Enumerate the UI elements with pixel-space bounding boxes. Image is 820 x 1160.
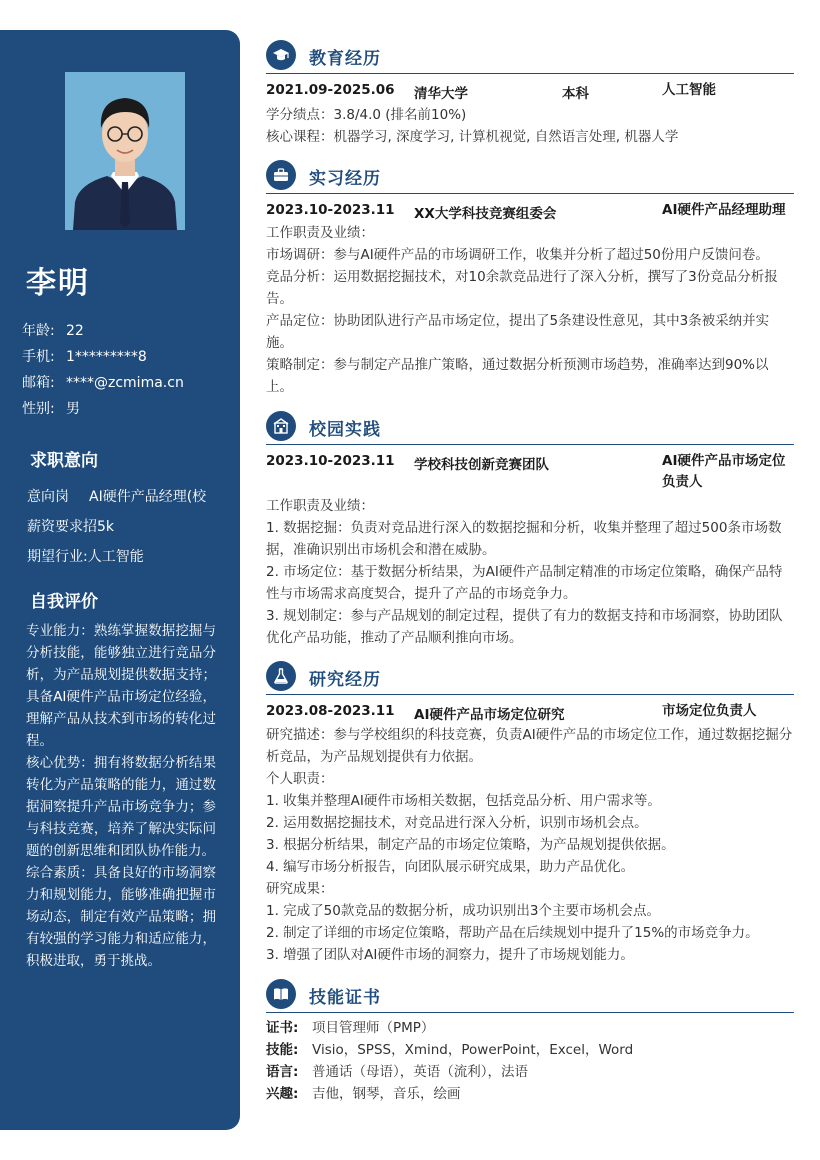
cert-label: 证书: — [266, 1020, 299, 1036]
gender-value: 男 — [66, 401, 80, 417]
self-eval-title: 自我评价 — [30, 592, 98, 612]
internship-role: AI硬件产品经理助理 — [662, 202, 786, 218]
research-line: 1. 收集并整理AI硬件市场相关数据，包括竞品分析、用户需求等。 — [266, 793, 661, 809]
education-period: 2021.09-2025.06 — [266, 82, 395, 98]
skill-row — [266, 1039, 794, 1061]
email-label: 邮箱: — [22, 375, 55, 391]
self-eval-text — [26, 620, 216, 972]
research-line: 1. 完成了50款竞品的数据分析，成功识别出3个主要市场机会点。 — [266, 903, 660, 919]
industry-row — [27, 542, 217, 572]
flask-icon — [266, 661, 296, 691]
internship-line: 市场调研：参与AI硬件产品的市场调研工作，收集并分析了超过50份用户反馈问卷。 — [266, 247, 769, 263]
internship-line: 工作职责及业绩： — [266, 225, 374, 241]
language-value: 普通话（母语），英语（流利），法语 — [312, 1064, 528, 1080]
research-role: 市场定位负责人 — [662, 703, 757, 719]
cert-value: 项目管理师（PMP） — [312, 1020, 435, 1036]
campus-line: 工作职责及业绩： — [266, 498, 374, 514]
position-row — [27, 482, 217, 512]
email-value: ****@zcmima.cn — [66, 375, 184, 391]
internship-org: XX大学科技竞赛组委会 — [414, 206, 557, 222]
research-line: 2. 制定了详细的市场定位策略，帮助产品在后续规划中提升了15%的市场竞争力。 — [266, 925, 759, 941]
research-header — [266, 661, 794, 695]
self-eval-paragraph: 核心优势：拥有将数据分析结果转化为产品策略的能力，通过数据洞察提升产品市场竞争力；参与科技竞赛，培养了解决实际问题的创新思维和团队协作能力。 — [26, 755, 216, 859]
research-line: 3. 增强了团队对AI硬件市场的洞察力，提升了市场规划能力。 — [266, 947, 634, 963]
cert-row — [266, 1017, 794, 1039]
salary-label: 薪资要求 — [27, 519, 83, 535]
skill-value: Visio，SPSS，Xmind，PowerPoint，Excel，Word — [312, 1042, 634, 1058]
internship-period: 2023.10-2023.11 — [266, 202, 395, 218]
campus-role: AI硬件产品市场定位负责人 — [662, 453, 786, 490]
salary-row — [27, 512, 217, 542]
phone-row — [22, 344, 184, 370]
profile-photo — [65, 72, 185, 230]
campus-header — [266, 411, 794, 445]
building-icon — [266, 411, 296, 441]
internship-details — [266, 222, 794, 398]
research-line: 个人职责： — [266, 771, 334, 787]
internship-title: 实习经历 — [309, 169, 381, 189]
candidate-name: 李明 — [26, 266, 90, 301]
email-row — [22, 370, 184, 396]
education-major: 人工智能 — [662, 82, 716, 98]
research-line: 3. 根据分析结果，制定产品的市场定位策略，为产品规划提供依据。 — [266, 837, 675, 853]
intent-title: 求职意向 — [30, 451, 98, 471]
education-details — [266, 104, 794, 148]
research-period: 2023.08-2023.11 — [266, 703, 395, 719]
research-line: 研究成果： — [266, 881, 334, 897]
internship-header — [266, 160, 794, 194]
education-header — [266, 40, 794, 74]
education-line: 学分绩点：3.8/4.0 (排名前10%) — [266, 107, 467, 123]
skills-header — [266, 979, 794, 1013]
skills-details — [266, 1017, 794, 1105]
research-line: 2. 运用数据挖掘技术，对竞品进行深入分析，识别市场机会点。 — [266, 815, 648, 831]
campus-org: 学校科技创新竞赛团队 — [414, 457, 549, 473]
research-line: 研究描述：参与学校组织的科技竞赛，负责AI硬件产品的市场定位工作，通过数据挖掘分析竞品，为产品规划提供有力依据。 — [266, 727, 793, 765]
education-title: 教育经历 — [309, 49, 381, 69]
campus-line: 3. 规划制定：参与产品规划的制定过程，提供了有力的数据支持和市场洞察，协助团队优化产品功能，推动了产品顺利推向市场。 — [266, 608, 783, 646]
education-degree: 本科 — [562, 86, 589, 102]
internship-line: 产品定位：协助团队进行产品市场定位，提出了5条建设性意见，其中3条被采纳并实施。 — [266, 313, 770, 351]
age-value: 22 — [66, 323, 84, 339]
self-eval-paragraph: 综合素质：具备良好的市场洞察力和规划能力，能够准确把握市场动态，制定有效产品策略；拥有较强的学习能力和适应能力，积极进取，勇于挑战。 — [26, 865, 216, 969]
research-title: 研究经历 — [309, 670, 381, 690]
phone-value: 1*********8 — [66, 349, 147, 365]
age-row — [22, 318, 184, 344]
campus-period: 2023.10-2023.11 — [266, 453, 395, 469]
hobby-label: 兴趣: — [266, 1086, 299, 1102]
research-line: 4. 编写市场分析报告，向团队展示研究成果，助力产品优化。 — [266, 859, 635, 875]
research-details — [266, 724, 794, 966]
research-project: AI硬件产品市场定位研究 — [414, 707, 565, 723]
campus-title: 校园实践 — [309, 420, 381, 440]
book-icon — [266, 979, 296, 1009]
skills-title: 技能证书 — [309, 988, 381, 1008]
graduation-cap-icon — [266, 40, 296, 70]
language-label: 语言: — [266, 1064, 299, 1080]
internship-line: 策略制定：参与制定产品推广策略，通过数据分析预测市场趋势，准确率达到90%以上。 — [266, 357, 769, 395]
phone-label: 手机: — [22, 349, 55, 365]
industry-value: 人工智能 — [87, 549, 144, 565]
hobby-row — [266, 1083, 794, 1105]
personal-info — [22, 318, 184, 422]
position-label: 意向岗 — [27, 489, 69, 505]
industry-label: 期望行业: — [27, 549, 88, 565]
education-line: 核心课程：机器学习, 深度学习, 计算机视觉, 自然语言处理, 机器人学 — [266, 129, 679, 145]
campus-line: 2. 市场定位：基于数据分析结果，为AI硬件产品制定精准的市场定位策略，确保产品特性与市场需求高度契合，提升了产品的市场竞争力。 — [266, 564, 783, 602]
position-value: AI硬件产品经理(校 — [89, 489, 207, 505]
hobby-value: 吉他，钢琴，音乐，绘画 — [312, 1086, 461, 1102]
gender-label: 性别: — [22, 401, 55, 417]
internship-line: 竞品分析：运用数据挖掘技术，对10余款竞品进行了深入分析，撰写了3份竞品分析报告。 — [266, 269, 778, 307]
job-intent — [27, 482, 217, 572]
age-label: 年龄: — [22, 323, 55, 339]
education-school: 清华大学 — [414, 86, 468, 102]
sidebar — [0, 30, 240, 1130]
campus-line: 1. 数据挖掘：负责对竞品进行深入的数据挖掘和分析，收集并整理了超过500条市场数据，准确识别出市场机会和潜在威胁。 — [266, 520, 782, 558]
campus-details — [266, 495, 794, 649]
language-row — [266, 1061, 794, 1083]
salary-value: 招5k — [83, 519, 115, 535]
self-eval-paragraph: 专业能力：熟练掌握数据挖掘与分析技能，能够独立进行竞品分析，为产品规划提供数据支持；具备AI硬件产品市场定位经验，理解产品从技术到市场的转化过程。 — [26, 623, 216, 749]
skill-label: 技能: — [266, 1042, 299, 1058]
briefcase-icon — [266, 160, 296, 190]
gender-row — [22, 396, 184, 422]
